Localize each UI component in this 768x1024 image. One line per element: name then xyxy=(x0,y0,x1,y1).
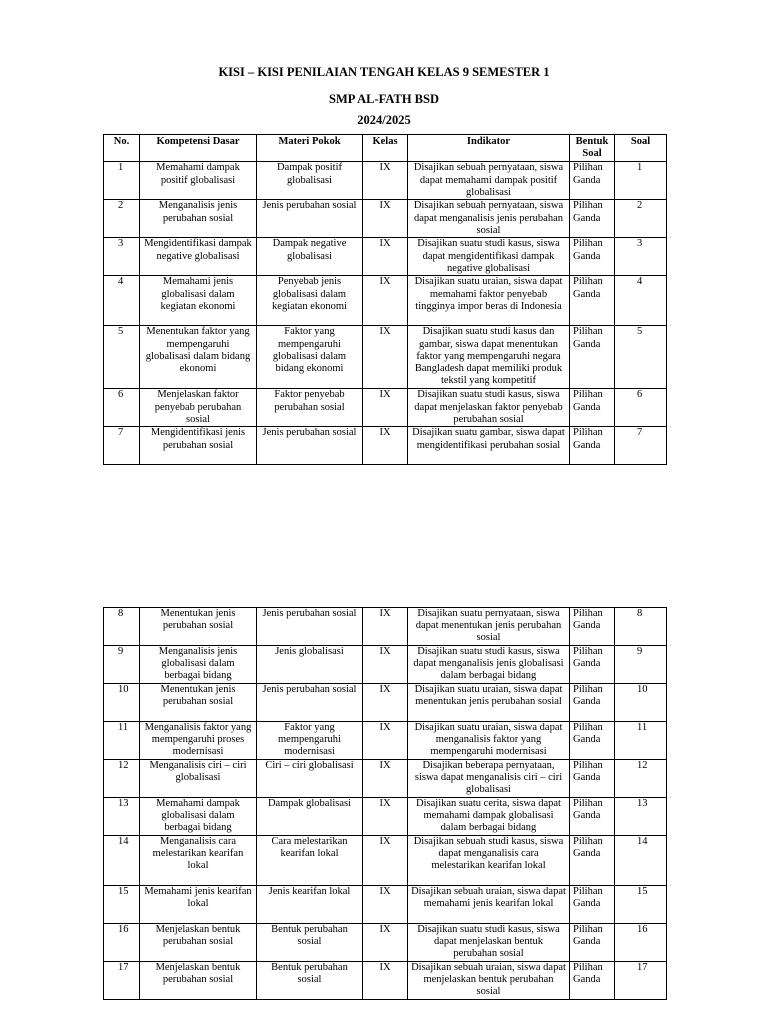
cell-no: 5 xyxy=(104,326,140,389)
school-name: SMP AL-FATH BSD xyxy=(329,92,439,106)
cell-materi-pokok: Faktor penyebab perubahan sosial xyxy=(257,389,363,427)
cell-indikator: Disajikan sebuah uraian, siswa dapat memahami jenis kearifan lokal xyxy=(408,886,570,924)
cell-kompetensi-dasar: Menentukan faktor yang mempengaruhi globalisasi dalam bidang ekonomi xyxy=(140,326,257,389)
cell-materi-pokok: Jenis perubahan sosial xyxy=(257,200,363,238)
cell-kelas: IX xyxy=(363,924,408,962)
cell-indikator: Disajikan suatu studi kasus, siswa dapat mengidentifikasi dampak negative globalisasi xyxy=(408,238,570,276)
cell-bentuk-soal: Pilihan Ganda xyxy=(570,238,615,276)
col-header-kompetensi-dasar: Kompetensi Dasar xyxy=(140,135,257,162)
cell-kelas: IX xyxy=(363,162,408,200)
cell-materi-pokok: Jenis perubahan sosial xyxy=(257,608,363,646)
cell-materi-pokok: Jenis kearifan lokal xyxy=(257,886,363,924)
cell-kelas: IX xyxy=(363,200,408,238)
cell-kompetensi-dasar: Memahami jenis kearifan lokal xyxy=(140,886,257,924)
cell-indikator: Disajikan beberapa pernyataan, siswa dapat menganalisis ciri – ciri globalisasi xyxy=(408,760,570,798)
cell-indikator: Disajikan suatu studi kasus dan gambar, siswa dapat menentukan faktor yang mempengaruhi negara Bangladesh dapat memiliki produk tekstil yang kompetitif xyxy=(408,326,570,389)
cell-no: 13 xyxy=(104,798,140,836)
cell-bentuk-soal: Pilihan Ganda xyxy=(570,427,615,465)
cell-bentuk-soal: Pilihan Ganda xyxy=(570,608,615,646)
cell-kompetensi-dasar: Menentukan jenis perubahan sosial xyxy=(140,684,257,722)
cell-no: 8 xyxy=(104,608,140,646)
cell-soal: 17 xyxy=(615,962,667,1000)
cell-kelas: IX xyxy=(363,722,408,760)
cell-no: 7 xyxy=(104,427,140,465)
cell-kompetensi-dasar: Memahami dampak globalisasi dalam berbagai bidang xyxy=(140,798,257,836)
cell-kompetensi-dasar: Menganalisis cara melestarikan kearifan lokal xyxy=(140,836,257,886)
cell-bentuk-soal: Pilihan Ganda xyxy=(570,722,615,760)
cell-indikator: Disajikan sebuah uraian, siswa dapat menjelaskan bentuk perubahan sosial xyxy=(408,962,570,1000)
table-row xyxy=(104,722,667,760)
cell-soal: 10 xyxy=(615,684,667,722)
cell-kelas: IX xyxy=(363,962,408,1000)
cell-soal: 13 xyxy=(615,798,667,836)
cell-materi-pokok: Jenis perubahan sosial xyxy=(257,427,363,465)
col-header-bentuk-soal: Bentuk Soal xyxy=(570,135,615,162)
cell-kompetensi-dasar: Menganalisis ciri – ciri globalisasi xyxy=(140,760,257,798)
cell-kelas: IX xyxy=(363,760,408,798)
cell-no: 10 xyxy=(104,684,140,722)
cell-soal: 6 xyxy=(615,389,667,427)
cell-soal: 4 xyxy=(615,276,667,326)
table-row xyxy=(104,608,667,646)
table-row xyxy=(104,389,667,427)
cell-indikator: Disajikan sebuah studi kasus, siswa dapat menganalisis cara melestarikan kearifan lokal xyxy=(408,836,570,886)
cell-soal: 12 xyxy=(615,760,667,798)
table-row xyxy=(104,427,667,465)
cell-no: 9 xyxy=(104,646,140,684)
table-row xyxy=(104,924,667,962)
cell-materi-pokok: Faktor yang mempengaruhi globalisasi dalam bidang ekonomi xyxy=(257,326,363,389)
cell-kelas: IX xyxy=(363,798,408,836)
cell-indikator: Disajikan sebuah pernyataan, siswa dapat menganalisis jenis perubahan sosial xyxy=(408,200,570,238)
cell-no: 16 xyxy=(104,924,140,962)
cell-no: 15 xyxy=(104,886,140,924)
cell-materi-pokok: Dampak negative globalisasi xyxy=(257,238,363,276)
cell-indikator: Disajikan suatu uraian, siswa dapat memahami faktor penyebab tingginya impor beras di Indonesia xyxy=(408,276,570,326)
cell-kelas: IX xyxy=(363,836,408,886)
cell-soal: 8 xyxy=(615,608,667,646)
cell-no: 1 xyxy=(104,162,140,200)
cell-kelas: IX xyxy=(363,684,408,722)
table-row xyxy=(104,326,667,389)
cell-no: 11 xyxy=(104,722,140,760)
cell-bentuk-soal: Pilihan Ganda xyxy=(570,924,615,962)
table-row xyxy=(104,162,667,200)
cell-no: 17 xyxy=(104,962,140,1000)
cell-no: 14 xyxy=(104,836,140,886)
col-header-indikator: Indikator xyxy=(408,135,570,162)
cell-no: 6 xyxy=(104,389,140,427)
cell-bentuk-soal: Pilihan Ganda xyxy=(570,886,615,924)
col-header-soal: Soal xyxy=(615,135,667,162)
cell-indikator: Disajikan suatu uraian, siswa dapat menentukan jenis perubahan sosial xyxy=(408,684,570,722)
cell-indikator: Disajikan suatu pernyataan, siswa dapat menentukan jenis perubahan sosial xyxy=(408,608,570,646)
cell-bentuk-soal: Pilihan Ganda xyxy=(570,798,615,836)
grid-table-page-2 xyxy=(103,607,667,1000)
cell-materi-pokok: Jenis globalisasi xyxy=(257,646,363,684)
cell-bentuk-soal: Pilihan Ganda xyxy=(570,200,615,238)
table-row xyxy=(104,238,667,276)
table-body-page-2 xyxy=(104,608,667,1000)
table-body-page-1 xyxy=(104,162,667,465)
cell-kelas: IX xyxy=(363,646,408,684)
cell-materi-pokok: Jenis perubahan sosial xyxy=(257,684,363,722)
col-header-materi-pokok: Materi Pokok xyxy=(257,135,363,162)
cell-materi-pokok: Ciri – ciri globalisasi xyxy=(257,760,363,798)
cell-materi-pokok: Bentuk perubahan sosial xyxy=(257,924,363,962)
cell-indikator: Disajikan sebuah pernyataan, siswa dapat memahami dampak positif globalisasi xyxy=(408,162,570,200)
cell-kompetensi-dasar: Menjelaskan bentuk perubahan sosial xyxy=(140,924,257,962)
cell-soal: 14 xyxy=(615,836,667,886)
cell-kompetensi-dasar: Menganalisis faktor yang mempengaruhi proses modernisasi xyxy=(140,722,257,760)
table-row xyxy=(104,836,667,886)
cell-kompetensi-dasar: Menjelaskan faktor penyebab perubahan sosial xyxy=(140,389,257,427)
cell-kompetensi-dasar: Menjelaskan bentuk perubahan sosial xyxy=(140,962,257,1000)
cell-bentuk-soal: Pilihan Ganda xyxy=(570,326,615,389)
academic-year: 2024/2025 xyxy=(357,113,411,127)
cell-kelas: IX xyxy=(363,326,408,389)
cell-kelas: IX xyxy=(363,427,408,465)
cell-soal: 16 xyxy=(615,924,667,962)
table-header-row xyxy=(104,135,667,162)
cell-no: 4 xyxy=(104,276,140,326)
cell-soal: 11 xyxy=(615,722,667,760)
cell-indikator: Disajikan suatu studi kasus, siswa dapat menganalisis jenis globalisasi dalam berbagai bidang xyxy=(408,646,570,684)
cell-soal: 9 xyxy=(615,646,667,684)
cell-kompetensi-dasar: Mengidentifikasi jenis perubahan sosial xyxy=(140,427,257,465)
cell-bentuk-soal: Pilihan Ganda xyxy=(570,684,615,722)
table-row xyxy=(104,962,667,1000)
table-row xyxy=(104,798,667,836)
col-header-kelas: Kelas xyxy=(363,135,408,162)
table-row xyxy=(104,276,667,326)
cell-kelas: IX xyxy=(363,276,408,326)
cell-indikator: Disajikan suatu studi kasus, siswa dapat menjelaskan bentuk perubahan sosial xyxy=(408,924,570,962)
cell-indikator: Disajikan suatu uraian, siswa dapat menganalisis faktor yang mempengaruhi modernisasi xyxy=(408,722,570,760)
cell-bentuk-soal: Pilihan Ganda xyxy=(570,962,615,1000)
col-header-no: No. xyxy=(104,135,140,162)
table-row xyxy=(104,646,667,684)
cell-materi-pokok: Dampak globalisasi xyxy=(257,798,363,836)
table-row xyxy=(104,886,667,924)
cell-soal: 2 xyxy=(615,200,667,238)
cell-kelas: IX xyxy=(363,608,408,646)
cell-soal: 3 xyxy=(615,238,667,276)
cell-soal: 7 xyxy=(615,427,667,465)
cell-kompetensi-dasar: Menganalisis jenis perubahan sosial xyxy=(140,200,257,238)
cell-no: 12 xyxy=(104,760,140,798)
cell-bentuk-soal: Pilihan Ganda xyxy=(570,646,615,684)
cell-materi-pokok: Dampak positif globalisasi xyxy=(257,162,363,200)
cell-indikator: Disajikan suatu gambar, siswa dapat mengidentifikasi perubahan sosial xyxy=(408,427,570,465)
document-title: KISI – KISI PENILAIAN TENGAH KELAS 9 SEMESTER 1 xyxy=(218,65,550,79)
cell-kompetensi-dasar: Mengidentifikasi dampak negative globalisasi xyxy=(140,238,257,276)
cell-materi-pokok: Faktor yang mempengaruhi modernisasi xyxy=(257,722,363,760)
cell-indikator: Disajikan suatu cerita, siswa dapat memahami dampak globalisasi dalam berbagai bidang xyxy=(408,798,570,836)
cell-bentuk-soal: Pilihan Ganda xyxy=(570,162,615,200)
cell-bentuk-soal: Pilihan Ganda xyxy=(570,760,615,798)
cell-kelas: IX xyxy=(363,238,408,276)
cell-materi-pokok: Cara melestarikan kearifan lokal xyxy=(257,836,363,886)
table-row xyxy=(104,684,667,722)
cell-bentuk-soal: Pilihan Ganda xyxy=(570,276,615,326)
cell-bentuk-soal: Pilihan Ganda xyxy=(570,389,615,427)
cell-no: 3 xyxy=(104,238,140,276)
table-row xyxy=(104,760,667,798)
cell-bentuk-soal: Pilihan Ganda xyxy=(570,836,615,886)
cell-soal: 1 xyxy=(615,162,667,200)
cell-soal: 5 xyxy=(615,326,667,389)
cell-materi-pokok: Bentuk perubahan sosial xyxy=(257,962,363,1000)
cell-kelas: IX xyxy=(363,389,408,427)
cell-kompetensi-dasar: Memahami jenis globalisasi dalam kegiatan ekonomi xyxy=(140,276,257,326)
cell-kelas: IX xyxy=(363,886,408,924)
cell-materi-pokok: Penyebab jenis globalisasi dalam kegiatan ekonomi xyxy=(257,276,363,326)
cell-kompetensi-dasar: Menganalisis jenis globalisasi dalam berbagai bidang xyxy=(140,646,257,684)
cell-no: 2 xyxy=(104,200,140,238)
cell-indikator: Disajikan suatu studi kasus, siswa dapat menjelaskan faktor penyebab perubahan sosial xyxy=(408,389,570,427)
cell-soal: 15 xyxy=(615,886,667,924)
grid-table-page-1 xyxy=(103,134,667,465)
table-row xyxy=(104,200,667,238)
cell-kompetensi-dasar: Memahami dampak positif globalisasi xyxy=(140,162,257,200)
cell-kompetensi-dasar: Menentukan jenis perubahan sosial xyxy=(140,608,257,646)
